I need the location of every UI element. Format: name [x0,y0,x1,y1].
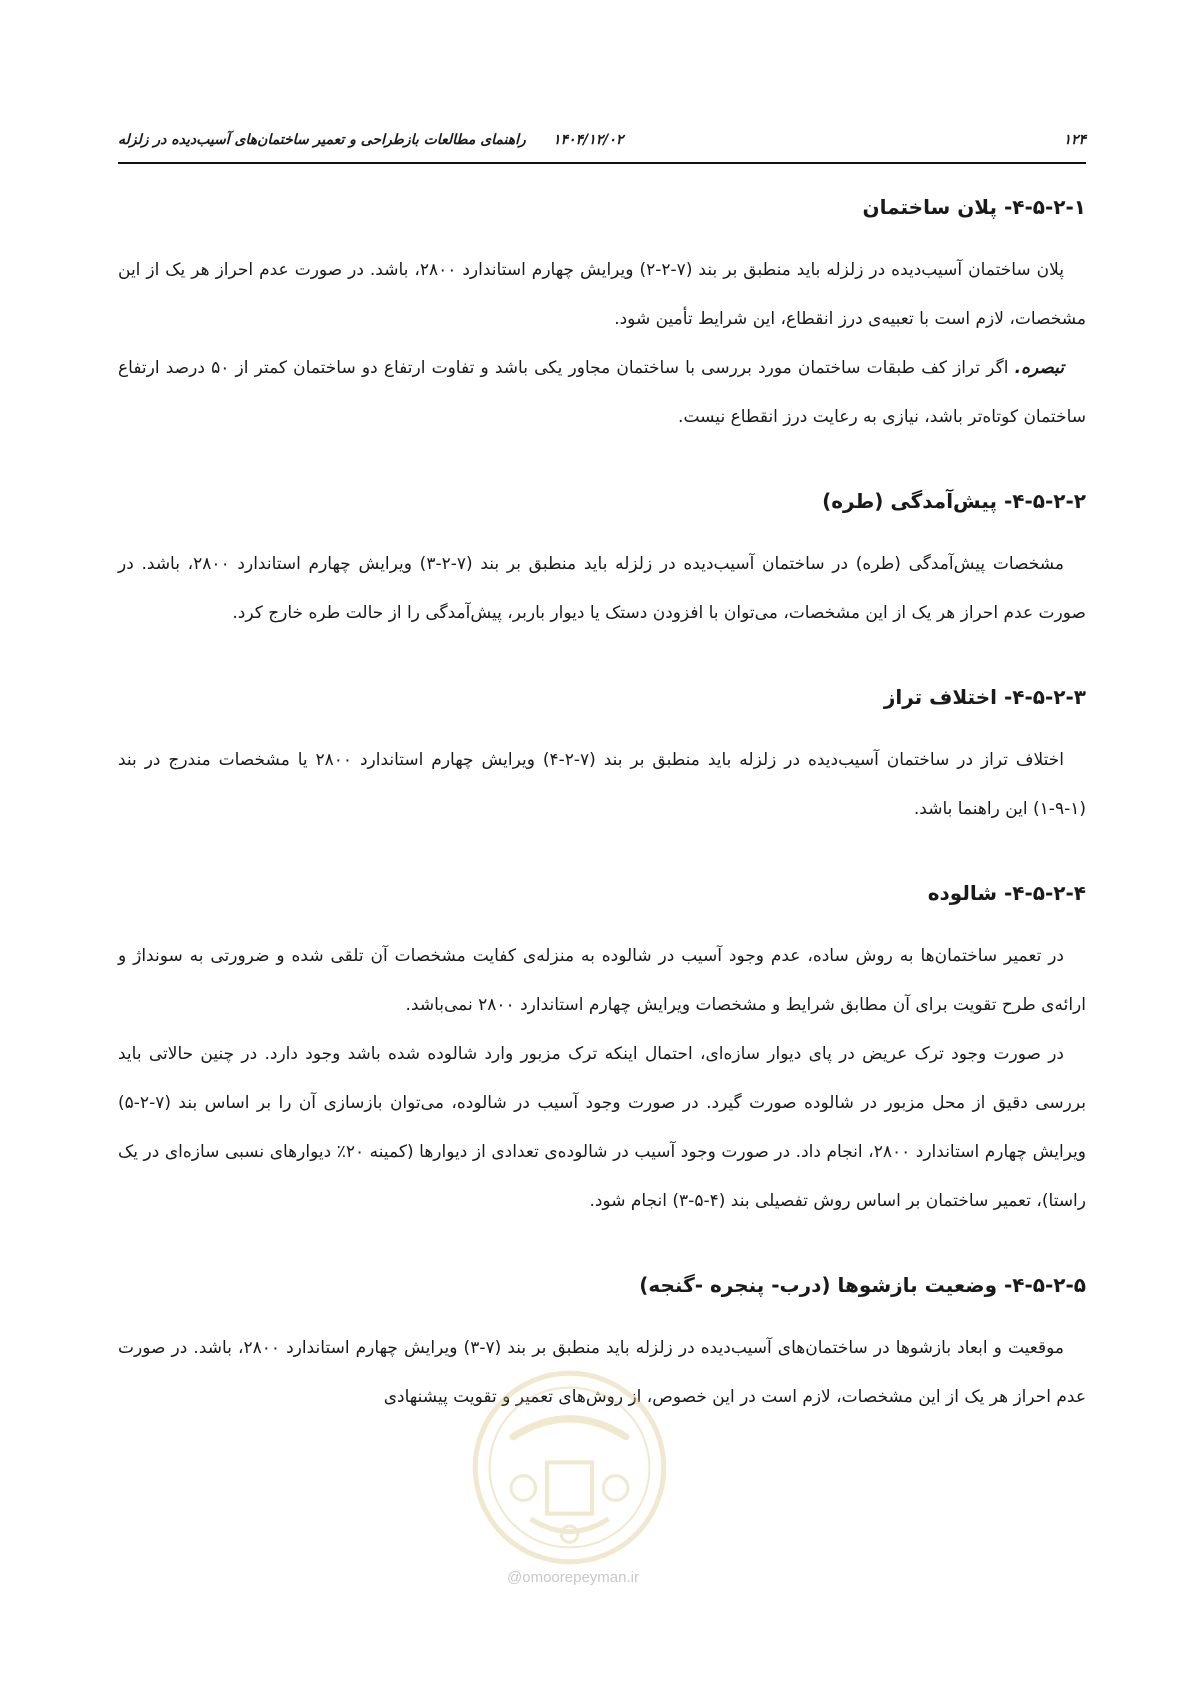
page-header [118,128,1086,164]
note-label: تبصره. [1014,358,1064,378]
paragraph: در صورت وجود ترک عریض در پای دیوار سازه‌ای، احتمال اینکه ترک مزبور وارد شالوده شده باشد وجود دارد. در چنین حالاتی باید بررسی دقیق از محل مزبور در شالوده صورت گیرد. در صورت وجود آسیب در شالوده، می‌توان بازسازی آن را بر اساس بند (۷-۲-۵) ویرایش چهارم استاندارد ۲۸۰۰، انجام داد. در صورت وجود آسیب در شالوده‌ی تعدادی از دیوارها (کمینه ۲۰٪ دیوارهای نسبی سازه‌ای در یک راستا)، تعمیر ساختمان بر اساس روش تفصیلی بند (۴-۵-۳) انجام شود. [118,1044,1087,1211]
note-text: اگر تراز کف طبقات ساختمان مورد بررسی با ساختمان مجاور یکی باشد و تفاوت ارتفاع دو ساختمان کمتر از ۵۰ درصد ارتفاع ساختمان کوتاه‌تر باشد، نیازی به رعایت درز انقطاع نیست. [118,358,1086,427]
paragraph: پلان ساختمان آسیب‌دیده در زلزله باید منطبق بر بند (۷-۲-۲) ویرایش چهارم استاندارد ۲۸۰۰، باشد. در صورت عدم احراز هر یک از این مشخصات، لازم است با تعبیه‌ی درز انقطاع، این شرایط تأمین شود. [118,260,1086,329]
watermark-url: @omoorepeyman.ir [507,1569,639,1586]
section-heading-overhang: ۴-۵-۲-۲- پیش‌آمدگی (طره) [822,489,1086,513]
header-title: راهنمای مطالعات بازطراحی و تعمیر ساختمان‌های آسیب‌دیده در زلزله [118,132,526,148]
paragraph: در تعمیر ساختمان‌ها به روش ساده، عدم وجود آسیب در شالوده به منزله‌ی کفایت مشخصات آن تلقی شده و ضرورتی به سونداژ و ارائه‌ی طرح تقویت برای آن مطابق شرایط و مشخصات ویرایش چهارم استاندارد ۲۸۰۰ نمی‌باشد. [118,946,1086,1015]
header-date: ۱۴۰۴/۱۲/۰۲ [553,132,624,148]
section-heading-foundation: ۴-۵-۲-۴- شالوده [927,881,1086,905]
paragraph: موقعیت و ابعاد بازشوها در ساختمان‌های آسیب‌دیده در زلزله باید منطبق بر بند (۷-۳) ویرایش چهارم استاندارد ۲۸۰۰، باشد. در صورت عدم احراز هر یک از این مشخصات، لازم است در این خصوص، از روش‌های تعمیر و تقویت پیشنهادی [118,1338,1086,1407]
note-paragraph [118,344,1086,442]
paragraph: مشخصات پیش‌آمدگی (طره) در ساختمان آسیب‌دیده در زلزله باید منطبق بر بند (۷-۲-۳) ویرایش چهارم استاندارد ۲۸۰۰، باشد. در صورت عدم احراز هر یک از این مشخصات، می‌توان با افزودن دستک یا دیوار باربر، پیش‌آمدگی را از حالت طره خارج کرد. [118,554,1086,623]
section-heading-plan: ۴-۵-۲-۱- پلان ساختمان [862,195,1086,219]
page-number: ۱۲۴ [1063,132,1086,148]
section-heading-level-difference: ۴-۵-۲-۳- اختلاف تراز [883,685,1086,709]
section-heading-openings: ۴-۵-۲-۵- وضعیت بازشوها (درب- پنجره -گنجه) [639,1273,1086,1297]
page-content [118,178,1086,1422]
paragraph: اختلاف تراز در ساختمان آسیب‌دیده در زلزله باید منطبق بر بند (۷-۲-۴) ویرایش چهارم استاندارد ۲۸۰۰ یا مشخصات مندرج در بند (۱-۹-۱) این راهنما باشد. [118,750,1086,819]
